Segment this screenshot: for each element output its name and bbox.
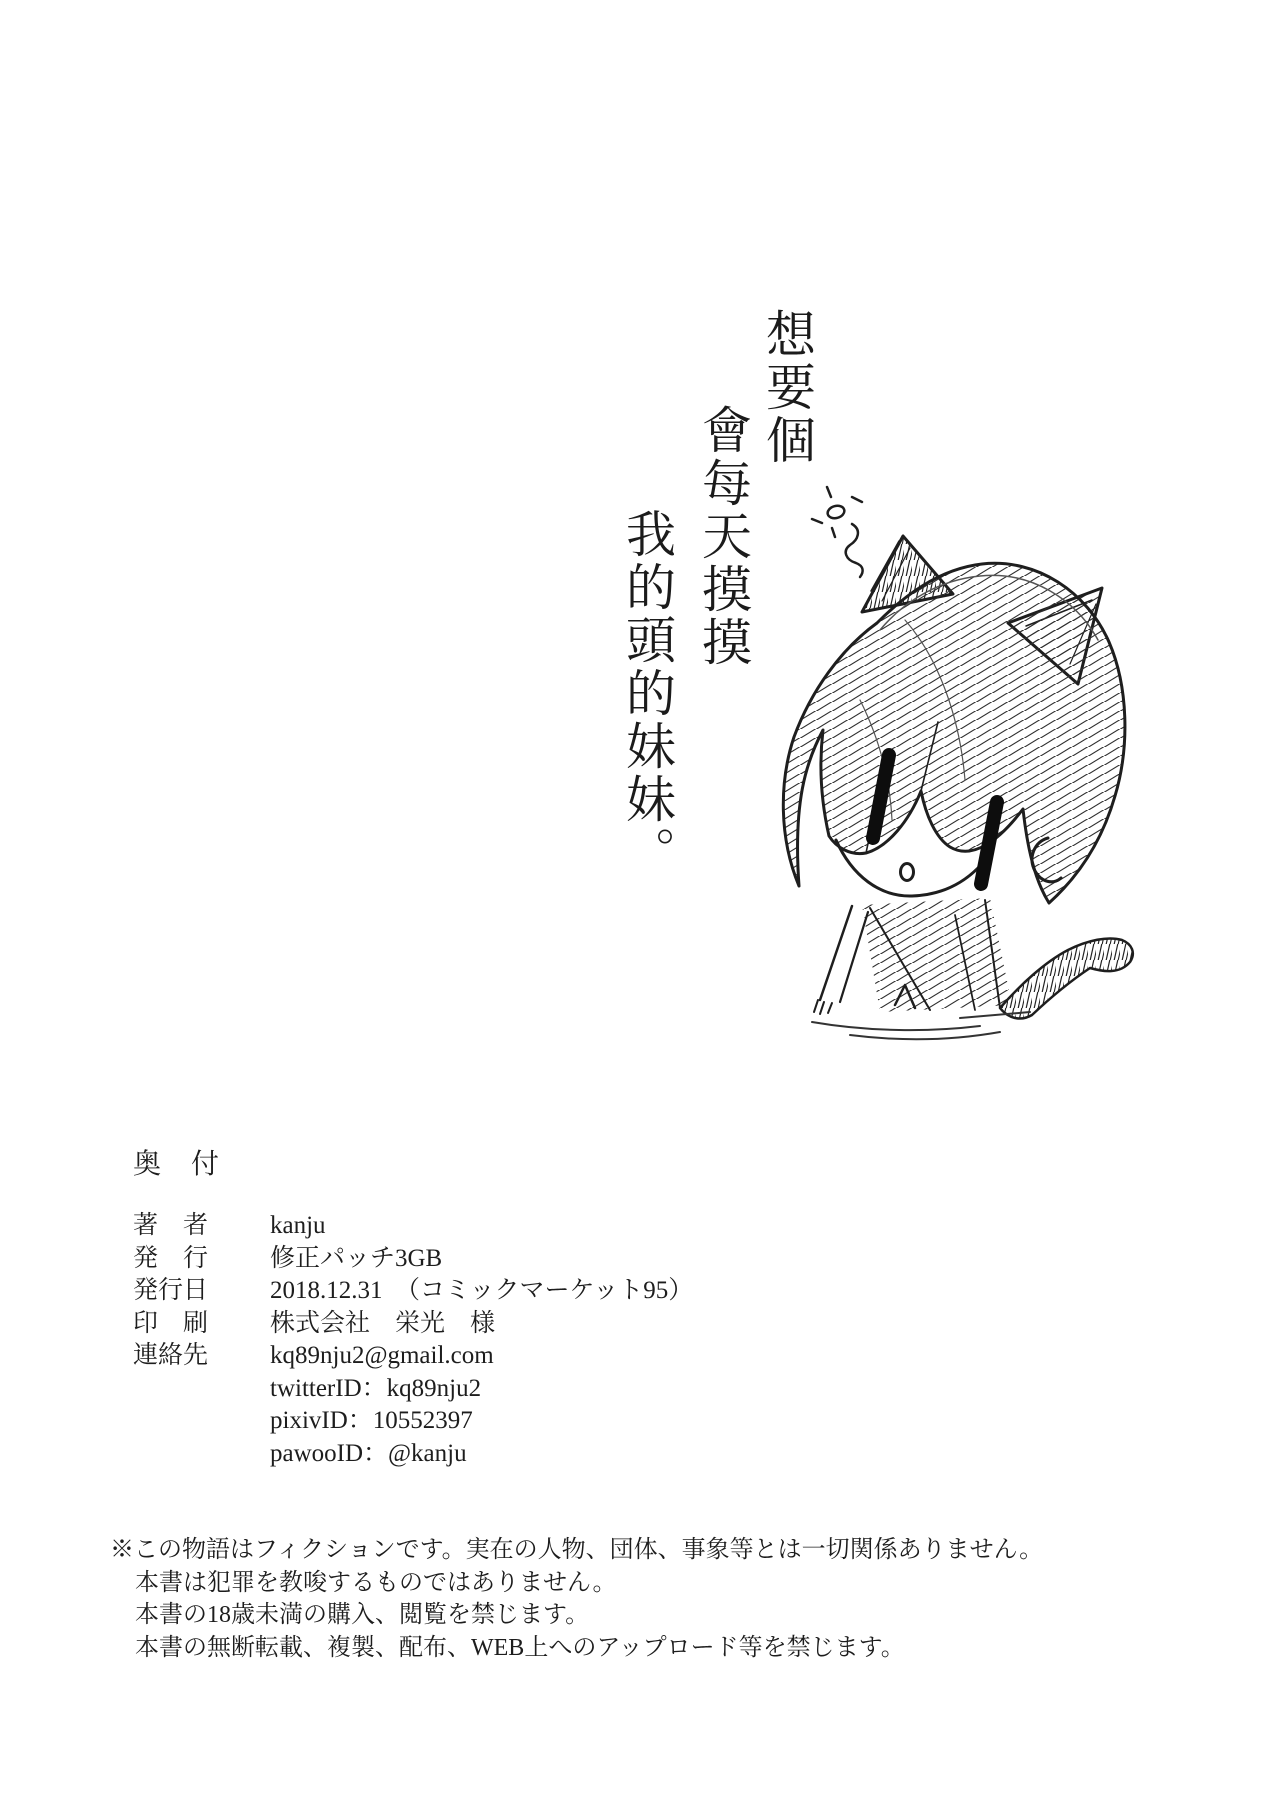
colophon-row-pawoo [133,1438,1033,1471]
colophon-value: 2018.12.31 （コミックマーケット95） [270,1277,694,1304]
colophon-label: 連絡先 [133,1342,209,1369]
tagline-column-2: 會每天摸摸 [695,404,751,669]
colophon-heading: 奥 付 [133,1149,221,1180]
disclaimer-line-1: ※この物語はフィクションです。実在の人物、団体、事象等とは一切関係ありません。 [110,1537,1044,1563]
cat-tail [1000,938,1133,1018]
tagline-column-1: 想要個 [759,308,815,467]
mouth [901,864,914,881]
colophon-value: 株式会社 栄光 様 [270,1309,496,1337]
sketch-strokes [783,487,1133,1039]
colophon-value: pawooID：@kanju [270,1439,467,1467]
colophon-row-author [133,1210,1033,1243]
colophon-value: kanju [270,1212,326,1239]
colophon-value: twitterID：kq89nju2 [270,1374,482,1402]
hand-scribble [814,1000,832,1014]
colophon-value: kq89nju2@gmail.com [270,1342,494,1369]
colophon-row-contact [133,1340,1033,1373]
body [814,898,1012,1014]
colophon-value: 修正パッチ3GB [270,1244,443,1272]
disclaimer-block [110,1534,1210,1664]
disclaimer-line-4: 本書の無断転載、複製、配布、WEB上へのアップロード等を禁じます。 [135,1634,905,1661]
disclaimer-line-2: 本書は犯罪を教唆するものではありません。 [135,1569,617,1596]
sweat-mark-icon [812,487,863,577]
ground-shadow [812,1012,1030,1039]
colophon-label [133,1405,270,1438]
colophon-row-twitter [133,1373,1033,1406]
colophon-label: 著 者 [133,1212,209,1239]
colophon-label [133,1438,270,1471]
colophon-label: 発 行 [133,1244,209,1272]
colophon-label: 発行日 [133,1277,209,1304]
colophon-row-printer [133,1308,1033,1341]
disclaimer-line-3: 本書の18歳未満の購入、閲覧を禁じます。 [135,1602,590,1628]
colophon-table [133,1210,1033,1470]
tagline-column-3: 我的頭的妹妹。 [619,508,675,879]
colophon-value: pixivID：10552397 [270,1407,473,1434]
colophon-row-pixiv [133,1405,1033,1438]
colophon-label: 印 刷 [133,1309,209,1337]
colophon-label [133,1373,270,1406]
colophon-row-publisher [133,1243,1033,1276]
hair-outline [783,563,1125,903]
colophon-row-publish-date [133,1275,1033,1308]
